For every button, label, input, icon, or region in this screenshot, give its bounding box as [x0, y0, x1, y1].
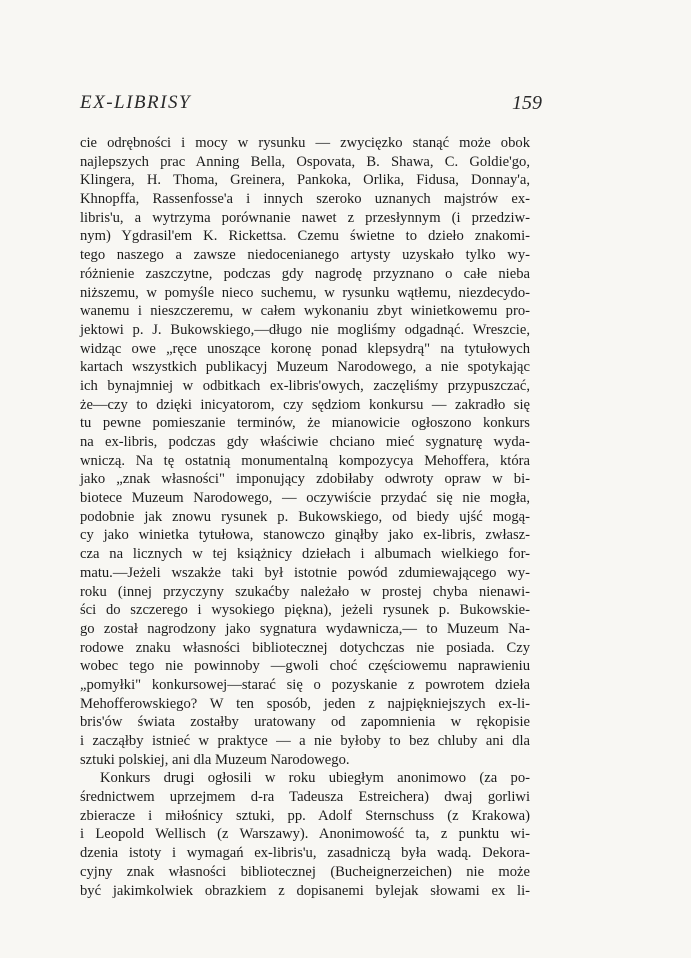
- text-line: „pomyłki" konkursowej—starać się o pozyskanie z powrotem dzieła: [80, 676, 530, 693]
- text-line: i zacząłby istnieć w praktyce — a nie byłoby to bez chluby ani dla: [80, 733, 530, 749]
- text-line: cie odrębności i mocy w rysunku — zwycięzko stanąć może obok: [80, 135, 530, 151]
- text-line: jako „znak własności" imponujący zdobiłaby odwroty opraw w bi-: [80, 471, 530, 488]
- text-line: tu pewne pomieszanie terminów, że mianowicie ogłoszono konkurs: [80, 415, 530, 432]
- text-line: Mehofferowskiego? W ten sposób, jeden z najpiękniejszych ex-li-: [80, 695, 530, 712]
- text-line: różnienie zaszczytne, podczas gdy nagrodę przyznano o całe nieba: [80, 265, 530, 282]
- text-line: cza na licznych w tej książnicy dziełach i albumach wielkiego for-: [80, 546, 530, 563]
- text-line: rodowe znaku własności bibliotecznej dotychczas nie posiada. Czy: [80, 639, 530, 656]
- text-line: wniczą. Na tę ostatnią monumentalną kompozycya Mehoffera, która: [80, 452, 530, 469]
- page-header: [80, 92, 542, 120]
- text-line: zbieracze i miłośnicy sztuki, pp. Adolf Sternschuss (z Krakowa): [80, 807, 530, 824]
- text-line: być jakimkolwiek obrazkiem z dopisanemi bylejak słowami ex li-: [80, 882, 530, 899]
- text-line: ich bynajmniej w odbitkach ex-libris'owych, zaczęliśmy przypuszczać,: [80, 377, 530, 394]
- text-line: wobec tego nie powinnoby —gwoli choć częściowemu naprawieniu: [80, 658, 530, 675]
- text-line: Klingera, H. Thoma, Greinera, Pankoka, Orlika, Fidusa, Donnay'a,: [80, 172, 530, 189]
- text-line: cyjny znak własności bibliotecznej (Bucheignerzeichen) nie może: [80, 863, 530, 880]
- text-line: jektowi p. J. Bukowskiego,—długo nie mogliśmy odgadnąć. Wreszcie,: [80, 321, 530, 338]
- text-line: sztuki polskiej, ani dla Muzeum Narodowego.: [80, 751, 350, 768]
- running-title: EX-LIBRISY: [80, 92, 192, 113]
- text-line: niższemu, w pomyśle nieco suchemu, w rysunku wątłemu, niezdecydo-: [80, 284, 530, 301]
- text-line: ści do szczerego i wysokiego piękna), jeżeli rysunek p. Bukowskie-: [80, 602, 530, 619]
- text-line: podobnie jak znowu rysunek p. Bukowskiego, od biedy ujść mogą-: [80, 508, 530, 525]
- text-line: libris'u, a wytrzyma porównanie nawet z przesłynnym (i przedziw-: [80, 209, 530, 226]
- text-line: nym) Ygdrasil'em K. Rickettsa. Czemu świetne to dzieło znakomi-: [80, 228, 530, 245]
- text-line: widząc owe „ręce unoszące koronę ponad klepsydrą" na tytułowych: [80, 340, 530, 357]
- text-line: bris'ów świata zostałby uratowany od zapomnienia w rękopisie: [80, 714, 530, 731]
- text-line: dzenia istoty i wymagań ex-libris'u, zasadniczą była wadą. Dekora-: [80, 845, 530, 862]
- text-line: Konkurs drugi ogłosili w roku ubiegłym anonimowo (za po-: [100, 770, 530, 787]
- body-text: [80, 134, 530, 900]
- text-line: że—czy to dzięki inicyatorom, czy sędziom konkursu — zakradło się: [80, 396, 530, 413]
- page-number: 159: [512, 92, 542, 114]
- text-line: matu.—Jeżeli wszakże taki był istotnie powód zdumiewającego wy-: [80, 564, 530, 581]
- text-line: najlepszych prac Anning Bella, Ospovata, B. Shawa, C. Goldie'go,: [80, 153, 530, 170]
- text-line: i Leopold Wellisch (z Warszawy). Anonimowość ta, z punktu wi-: [80, 826, 530, 843]
- text-line: go został nagrodzony jako sygnatura wydawnicza,— to Muzeum Na-: [80, 620, 530, 637]
- text-line: Khnopffa, Rassenfosse'a i innych szeroko uznanych majstrów ex-: [80, 191, 530, 208]
- text-line: cy jako winietka tytułowa, stanowczo ginąłby jako ex-libris, zwłasz-: [80, 527, 530, 544]
- text-line: tego naszego a zawsze niedocenianego artysty uzyskało tylko wy-: [80, 247, 530, 264]
- text-line: wanemu i nieszczeremu, w całem wykonaniu zbyt winietkowemu pro-: [80, 303, 530, 320]
- text-line: roku (innej przyczyny szukaćby należało w prostej chyba nienawi-: [80, 583, 530, 600]
- text-line: kartach wszystkich publikacyj Muzeum Narodowego, a nie spotykając: [80, 359, 530, 376]
- text-line: średnictwem uprzejmem d-ra Tadeusza Estreichera) dwaj gorliwi: [80, 789, 530, 806]
- text-line: na ex-libris, podczas gdy właściwie chciano mieć sygnaturę wyda-: [80, 434, 530, 450]
- text-line: biotece Muzeum Narodowego, — oczywiście przydać się nie mogła,: [80, 490, 530, 507]
